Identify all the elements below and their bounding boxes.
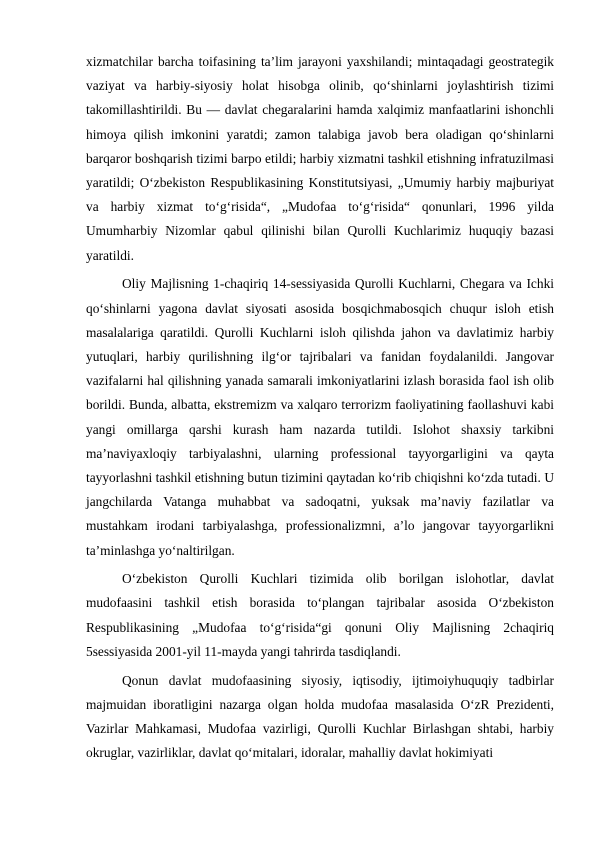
paragraph-reform-session: Oliy Majlisning 1-chaqiriq 14-sessiyasida Qurolli Kuchlarni, Chegara va Ichki qo‘shinlarni yagona davlat siyosati asosida bosqichmabosqich chuqur isloh etish masalalariga qaratildi. Qurolli Kuchlarni isloh qilishda jahon va davlatimiz harbiy yutuqlari, harbiy qurilishning ilg‘or tajribalari va fanidan foydalanildi. Jangovar vazifalarni hal qilishning yanada samarali imkoniyatlarini izlash borasida faol ish olib borildi. Bunda, albatta, ekstremizm va xalqaro terrorizm faoliyatining faollashuvi kabi yangi omillarga qarshi kurash ham nazarda tutildi. Islohot shaxsiy tarkibni ma’naviyaxloqiy tarbiyalashni, ularning professional tayyorgarligini va qayta tayyorlashni tashkil etishning butun tizimini qaytadan ko‘rib chiqishni ko‘zda tutadi. U jangchilarda Vatanga muhabbat va sadoqatni, yuksak ma’naviy fazilatlar va mustahkam irodani tarbiyalashga, professionalizmni, a’lo jangovar tayyorgarlikni ta’minlashga yo‘naltirilgan. <box>86 276 554 558</box>
document-page <box>86 50 554 765</box>
paragraph-continuation: xizmatchilar barcha toifasining ta’lim jarayoni yaxshilandi; mintaqadagi geostrategik vaziyat va harbiy-siyosiy holat hisobga olinib, qo‘shinlarni joylashtirish tizimi takomillashtirildi. Bu — davlat chegaralarini hamda xalqimiz manfaatlarini ishonchli himoya qilish imkonini yaratdi; zamon talabiga javob bera oladigan qo‘shinlarni barqaror boshqarish tizimi barpo etildi; harbiy xizmatni tashkil etishning infratuzilmasi yaratildi; O‘zbekiston Respublikasining Konstitutsiyasi, „Umumiy harbiy majburiyat va harbiy xizmat to‘g‘risida“, „Mudofaa to‘g‘risida“ qonunlari, 1996 yilda Umumharbiy Nizomlar qabul qilinishi bilan Qurolli Kuchlarimiz huquqiy bazasi yaratildi. <box>86 54 554 263</box>
paragraph-law-scope: Qonun davlat mudofaasining siyosiy, iqtisodiy, ijtimoiyhuquqiy tadbirlar majmuidan iboratligini nazarga olgan holda mudofaa masalasida O‘zR Prezidenti, Vazirlar Mahkamasi, Mudofaa vazirligi, Qurolli Kuchlar Birlashgan shtabi, harbiy okruglar, vazirliklar, davlat qo‘mitalari, idoralar, mahalliy davlat hokimiyati <box>86 672 554 761</box>
paragraph-defense-law: O‘zbekiston Qurolli Kuchlari tizimida olib borilgan islohotlar, davlat mudofaasini tashkil etish borasida to‘plangan tajribalar asosida O‘zbekiston Respublikasining „Mudofaa to‘g‘risida“gi qonuni Oliy Majlisning 2chaqiriq 5sessiyasida 2001-yil 11-mayda yangi tahrirda tasdiqlandi. <box>86 571 554 659</box>
